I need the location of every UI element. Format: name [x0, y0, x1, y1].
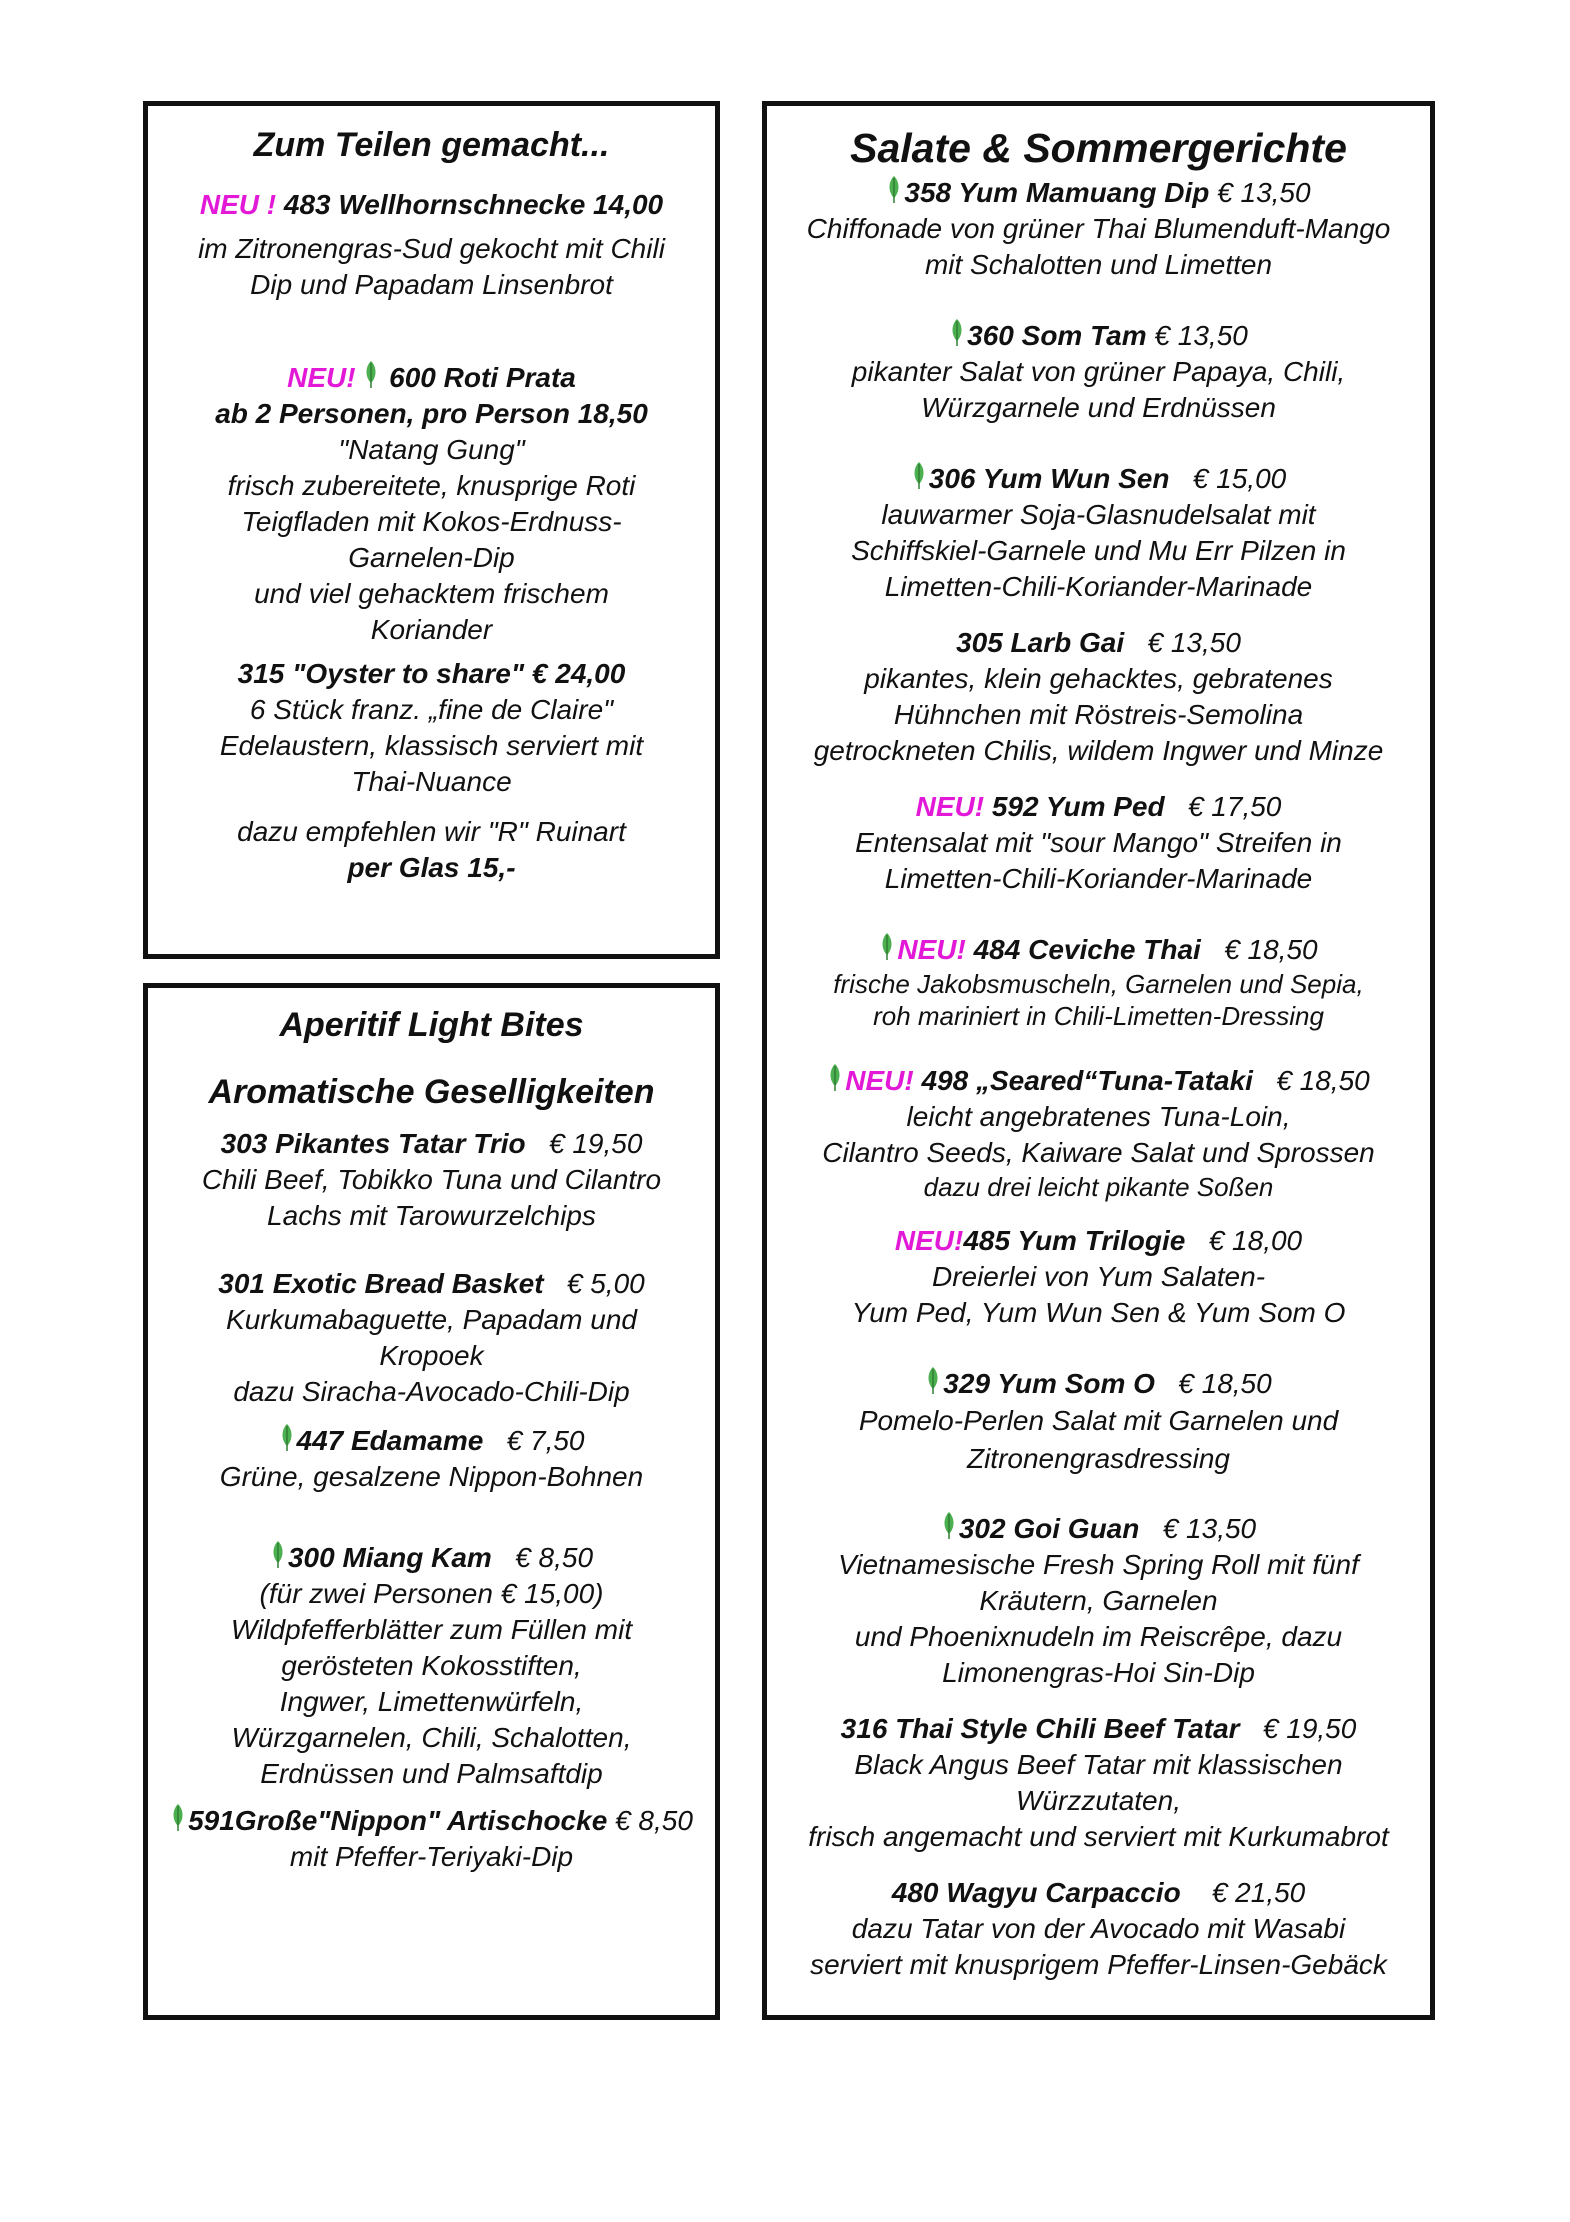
aperitif-subtitle: Aromatische Geselligkeiten — [208, 1073, 655, 1111]
dish-name: 485 Yum Trilogie — [963, 1225, 1186, 1256]
dish-485 — [767, 1223, 1430, 1331]
dish-price: € 19,50 — [548, 1128, 643, 1159]
dish-name: 358 Yum Mamuang Dip — [904, 177, 1210, 208]
dish-price: € 13,50 — [1162, 1513, 1257, 1544]
dish-592 — [767, 789, 1430, 897]
dish-desc-line: im Zitronengras-Sud gekocht mit Chili — [198, 233, 665, 264]
dish-480 — [767, 1875, 1430, 1983]
dish-desc-line: pikanter Salat von grüner Papaya, Chili, — [851, 356, 1346, 387]
dish-desc-line: Garnelen-Dip — [348, 542, 515, 573]
dish-name: 483 Wellhornschnecke 14,00 — [283, 189, 664, 220]
dish-desc-line: dazu Tatar von der Avocado mit Wasabi — [851, 1913, 1346, 1944]
dish-desc-line: Koriander — [370, 614, 493, 645]
dish-desc-line: Wildpfefferblätter zum Füllen mit — [230, 1614, 633, 1645]
dish-price: € 18,50 — [1224, 934, 1318, 965]
aperitif-title: Aperitif Light Bites — [279, 1006, 584, 1044]
dish-desc-line: und Phoenixnudeln im Reiscrêpe, dazu — [854, 1621, 1343, 1652]
new-badge: NEU! — [894, 1225, 964, 1256]
new-badge: NEU! — [897, 934, 966, 965]
dish-305 — [767, 625, 1430, 769]
dish-name: 498 „Seared“Tuna-Tataki — [921, 1065, 1253, 1096]
dish-desc-line: frisch zubereitete, knusprige Roti — [227, 470, 636, 501]
dish-name: 306 Yum Wun Sen — [928, 463, 1170, 494]
dish-desc-line: und viel gehacktem frischem — [254, 578, 609, 609]
dish-desc-line: gerösteten Kokosstiften, — [281, 1650, 582, 1681]
leaf-icon — [886, 174, 902, 204]
dish-price: € 18,00 — [1208, 1225, 1303, 1256]
dish-name: 303 Pikantes Tatar Trio — [220, 1128, 526, 1159]
dish-302 — [767, 1510, 1430, 1691]
dish-desc-line: Pomelo-Perlen Salat mit Garnelen und — [858, 1405, 1339, 1436]
dish-desc-line: Kurkumabaguette, Papadam und — [226, 1304, 637, 1335]
dish-name: 592 Yum Ped — [991, 791, 1165, 822]
dish-316 — [767, 1711, 1430, 1855]
dish-desc-line: getrockneten Chilis, wildem Ingwer und Minze — [813, 735, 1384, 766]
dish-desc-line: Kropoek — [379, 1340, 484, 1371]
dish-600 — [148, 359, 715, 648]
dish-desc-line: Dreierlei von Yum Salaten- — [931, 1261, 1266, 1292]
dish-desc-line: Schiffskiel-Garnele und Mu Err Pilzen in — [851, 535, 1346, 566]
dish-name: 315 "Oyster to share" € 24,00 — [237, 658, 626, 689]
dish-desc-line: Grüne, gesalzene Nippon-Bohnen — [219, 1461, 644, 1492]
dish-desc-line: "Natang Gung" — [338, 434, 525, 465]
dish-447 — [148, 1422, 715, 1495]
dish-591 — [148, 1802, 715, 1875]
dish-desc-line: Limetten-Chili-Koriander-Marinade — [884, 571, 1313, 602]
dish-desc-line: Black Angus Beef Tatar mit klassischen — [854, 1749, 1343, 1780]
dish-price: € 8,50 — [515, 1542, 594, 1573]
dish-price: € 18,50 — [1276, 1065, 1370, 1096]
dish-desc-line: lauwarmer Soja-Glasnudelsalat mit — [881, 499, 1316, 530]
dish-desc-line: Lachs mit Tarowurzelchips — [267, 1200, 596, 1231]
dish-desc-line: Entensalat mit "sour Mango" Streifen in — [855, 827, 1342, 858]
dish-329 — [767, 1365, 1430, 1478]
dish-desc-line: leicht angebratenes Tuna-Loin, — [906, 1101, 1291, 1132]
dish-name: 302 Goi Guan — [958, 1513, 1140, 1544]
dish-desc-line: Cilantro Seeds, Kaiware Salat und Sprossen — [822, 1137, 1375, 1168]
leaf-icon — [827, 1062, 843, 1092]
dish-price: € 21,50 — [1211, 1877, 1306, 1908]
dish-desc-line: Chili Beef, Tobikko Tuna und Cilantro — [201, 1164, 662, 1195]
dish-desc-line: dazu Siracha-Avocado-Chili-Dip — [233, 1376, 630, 1407]
dish-desc-line: Yum Ped, Yum Wun Sen & Yum Som O — [851, 1297, 1346, 1328]
new-badge: NEU! — [287, 362, 356, 393]
dish-desc-line: Hühnchen mit Röstreis-Semolina — [893, 699, 1304, 730]
dish-price: € 13,50 — [1217, 177, 1311, 208]
dish-name: 316 Thai Style Chili Beef Tatar — [840, 1713, 1240, 1744]
dish-name: 301 Exotic Bread Basket — [218, 1268, 544, 1299]
dish-name: 447 Edamame — [296, 1425, 484, 1456]
dish-483 — [148, 187, 715, 303]
dish-name: 484 Ceviche Thai — [973, 934, 1201, 965]
recommendation — [148, 814, 715, 886]
dish-desc-line: Teigfladen mit Kokos-Erdnuss- — [241, 506, 622, 537]
dish-price: € 13,50 — [1154, 320, 1248, 351]
dish-subhead: ab 2 Personen, pro Person 18,50 — [215, 398, 648, 429]
recommend-price: per Glas 15,- — [347, 852, 516, 883]
dish-price: € 18,50 — [1178, 1368, 1272, 1399]
dish-price: € 15,00 — [1192, 463, 1287, 494]
dish-358 — [767, 174, 1430, 283]
dish-desc-line: Dip und Papadam Linsenbrot — [250, 269, 613, 300]
dish-price: € 17,50 — [1187, 791, 1282, 822]
dish-price: € 8,50 — [615, 1805, 693, 1836]
leaf-icon — [170, 1802, 186, 1832]
dish-desc-line: frische Jakobsmuscheln, Garnelen und Sepia, — [833, 969, 1364, 999]
dish-498 — [767, 1062, 1430, 1203]
leaf-icon — [925, 1365, 941, 1395]
dish-name: 360 Som Tam — [967, 320, 1147, 351]
dish-300 — [148, 1539, 715, 1792]
leaf-icon — [941, 1510, 957, 1540]
new-badge: NEU ! — [199, 189, 277, 220]
recommend-text: dazu empfehlen wir "R" Ruinart — [237, 816, 626, 847]
new-badge: NEU! — [845, 1065, 914, 1096]
dish-desc-line: pikantes, klein gehacktes, gebratenes — [864, 663, 1333, 694]
dish-desc-line: Erdnüssen und Palmsaftdip — [260, 1758, 603, 1789]
leaf-icon — [363, 359, 379, 389]
share-title: Zum Teilen gemacht... — [253, 126, 610, 164]
dish-name: 480 Wagyu Carpaccio — [891, 1877, 1181, 1908]
dish-306 — [767, 460, 1430, 605]
dish-desc-line: Würzzutaten, — [1016, 1785, 1181, 1816]
dish-desc-line: Thai-Nuance — [351, 766, 512, 797]
dish-price: € 13,50 — [1147, 627, 1241, 658]
leaf-icon — [270, 1539, 286, 1569]
dish-desc-line: dazu drei leicht pikante Soßen — [923, 1172, 1274, 1202]
leaf-icon — [879, 931, 895, 961]
dish-303 — [148, 1126, 715, 1234]
dish-desc-line: Vietnamesische Fresh Spring Roll mit fünf — [838, 1549, 1359, 1580]
dish-desc-line: Ingwer, Limettenwürfeln, — [279, 1686, 584, 1717]
dish-desc-line: Zitronengrasdressing — [966, 1443, 1231, 1474]
dish-desc-line: Limonengras-Hoi Sin-Dip — [942, 1657, 1255, 1688]
dish-desc-line: Würzgarnelen, Chili, Schalotten, — [231, 1722, 632, 1753]
dish-desc-line: Würzgarnele und Erdnüssen — [921, 392, 1276, 423]
leaf-icon — [949, 317, 965, 347]
aperitif-section — [143, 983, 720, 2020]
dish-desc-line: frisch angemacht und serviert mit Kurkumabrot — [808, 1821, 1389, 1852]
leaf-icon — [911, 460, 927, 490]
dish-name: 300 Miang Kam — [287, 1542, 492, 1573]
share-section — [143, 101, 720, 959]
dish-name: 600 Roti Prata — [389, 362, 576, 393]
dish-name: 591Große"Nippon" Artischocke — [188, 1805, 608, 1836]
dish-desc-line: mit Pfeffer-Teriyaki-Dip — [289, 1841, 574, 1872]
dish-name: 305 Larb Gai — [956, 627, 1125, 658]
dish-desc-line: Limetten-Chili-Koriander-Marinade — [884, 863, 1313, 894]
dish-name: 329 Yum Som O — [943, 1368, 1155, 1399]
dish-desc-line: Kräutern, Garnelen — [979, 1585, 1218, 1616]
dish-desc-line: 6 Stück franz. „fine de Claire" — [249, 694, 614, 725]
dish-desc-line: (für zwei Personen € 15,00) — [259, 1578, 604, 1609]
new-badge: NEU! — [915, 791, 985, 822]
salads-title: Salate & Sommergerichte — [850, 125, 1347, 171]
dish-desc-line: mit Schalotten und Limetten — [924, 249, 1273, 280]
dish-315 — [148, 656, 715, 800]
dish-360 — [767, 317, 1430, 426]
dish-desc-line: roh mariniert in Chili-Limetten-Dressing — [873, 1001, 1324, 1031]
leaf-icon — [279, 1422, 295, 1452]
dish-desc-line: Edelaustern, klassisch serviert mit — [219, 730, 644, 761]
dish-484 — [767, 931, 1430, 1032]
dish-price: € 5,00 — [566, 1268, 645, 1299]
dish-desc-line: Chiffonade von grüner Thai Blumenduft-Mango — [806, 213, 1391, 244]
salads-section — [762, 101, 1435, 2020]
dish-price: € 19,50 — [1262, 1713, 1357, 1744]
dish-301 — [148, 1266, 715, 1410]
dish-desc-line: serviert mit knusprigem Pfeffer-Linsen-Gebäck — [810, 1949, 1387, 1980]
dish-price: € 7,50 — [506, 1425, 585, 1456]
